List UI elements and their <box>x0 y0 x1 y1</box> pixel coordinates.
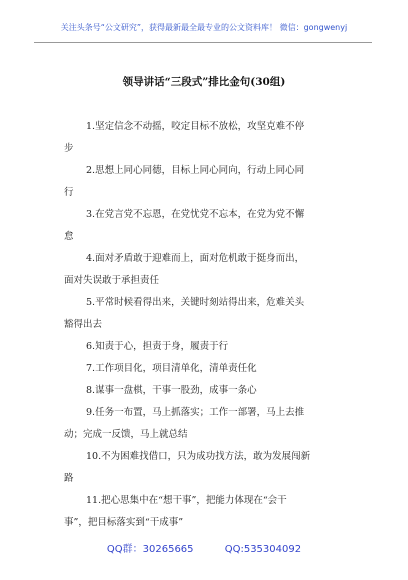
list-item <box>64 358 354 380</box>
item-text-line2: 怠 <box>64 231 74 242</box>
header-divider <box>34 42 372 43</box>
document-title: 领导讲话“三段式”排比金句(30组) <box>122 76 286 88</box>
list-item <box>64 248 354 292</box>
footer-qq-group: QQ群：30265665 <box>106 544 194 555</box>
list-item <box>64 116 354 160</box>
item-text-line2: 动；完成一反馈，马上就总结 <box>64 429 188 440</box>
item-text-line1: 5.平常时候看得出来，关键时刻站得出来，危难关头 <box>86 297 305 308</box>
item-text-line2: 事”，把目标落实到“干成事” <box>64 517 184 528</box>
header-notice: 关注头条号“公文研究”，获得最新最全最专业的公文资料库！ 微信：gongwenyj <box>60 23 348 32</box>
list-item <box>64 446 354 490</box>
list-item <box>64 402 354 446</box>
footer-qq-number: QQ:535304092 <box>224 544 302 555</box>
list-item <box>64 292 354 336</box>
item-text-line1: 2.思想上同心同德，目标上同心同向，行动上同心同 <box>86 165 305 176</box>
item-text-line2: 步 <box>64 143 74 154</box>
item-text-line2: 路 <box>64 473 74 484</box>
item-text-line1: 8.谋事一盘棋，干事一股劲，成事一条心 <box>86 385 257 396</box>
item-text-line1: 10.不为困难找借口，只为成功找方法，敢为发展闯新 <box>86 451 311 462</box>
item-text-line1: 7.工作项目化，项目清单化，清单责任化 <box>86 363 257 374</box>
footer-contact <box>0 540 408 555</box>
item-text-line1: 4.面对矛盾敢于迎难而上，面对危机敢于挺身而出， <box>86 253 305 264</box>
list-item <box>64 336 354 358</box>
item-text-line2: 豁得出去 <box>64 319 103 330</box>
list-item <box>64 160 354 204</box>
item-text-line2: 行 <box>64 187 74 198</box>
item-text-line1: 11.把心思集中在“想干事”，把能力体现在“会干 <box>86 495 287 506</box>
list-item <box>64 204 354 248</box>
list-item <box>64 490 354 534</box>
item-text-line2: 面对失误敢于承担责任 <box>64 275 160 286</box>
item-text-line1: 9.任务一布置，马上抓落实；工作一部署，马上去推 <box>86 407 305 418</box>
list-item <box>64 380 354 402</box>
item-text-line1: 6.知责于心，担责于身，履责于行 <box>86 341 229 352</box>
item-text-line1: 3.在党言党不忘恩，在党忧党不忘本，在党为党不懈 <box>86 209 305 220</box>
item-text-line1: 1.坚定信念不动摇，咬定目标不放松，攻坚克难不停 <box>86 121 305 132</box>
